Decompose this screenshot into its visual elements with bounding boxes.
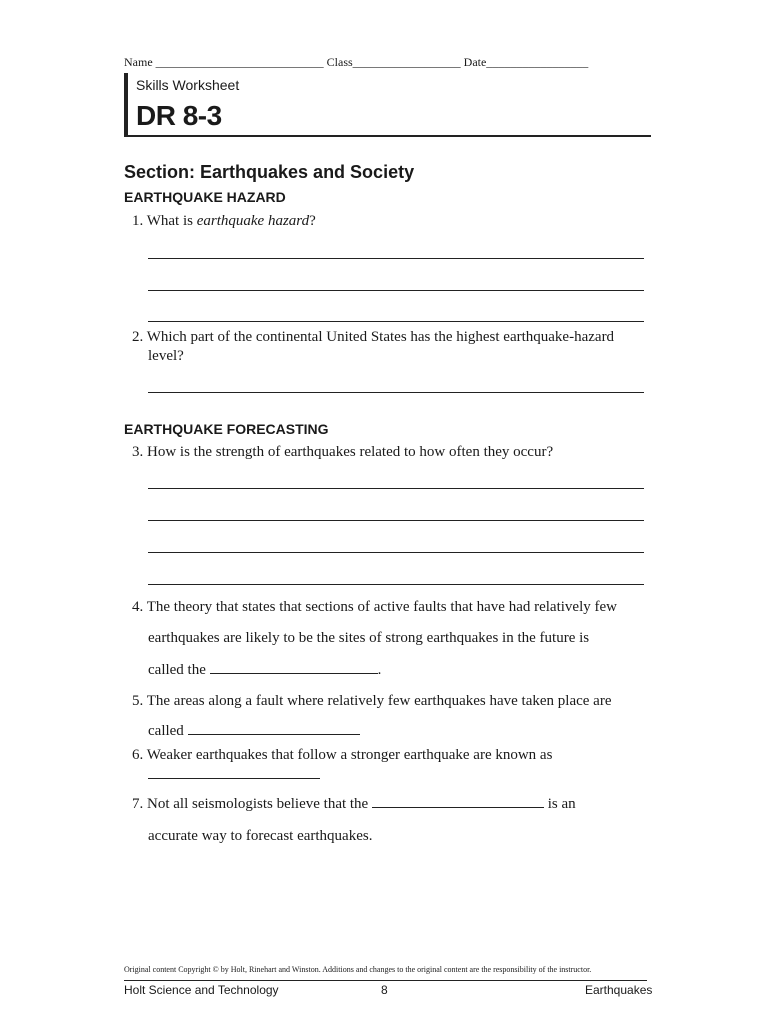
answer-blank-4[interactable] <box>210 672 378 674</box>
page-number: 8 <box>381 983 388 997</box>
question-1-prefix: 1. What is <box>132 213 197 229</box>
copyright-notice: Original content Copyright © by Holt, Rinehart and Winston. Additions and changes to the original content are the responsibility of the instructor. <box>124 965 592 974</box>
answer-line-1c[interactable] <box>148 321 644 322</box>
answer-line-3c[interactable] <box>148 552 644 553</box>
question-6-line-1: 6. Weaker earthquakes that follow a stronger earthquake are known as <box>132 747 553 763</box>
name-class-date-line: Name ____________________________ Class__________________ Date_________________ <box>124 55 589 69</box>
answer-line-3d[interactable] <box>148 584 644 585</box>
question-7-prefix: 7. Not all seismologists believe that the <box>132 796 372 812</box>
question-1-suffix: ? <box>309 213 316 229</box>
footer-publisher: Holt Science and Technology <box>124 983 279 997</box>
answer-blank-7[interactable] <box>372 806 544 808</box>
question-5-prefix: called <box>148 723 188 739</box>
question-7-line-1 <box>132 796 576 813</box>
question-4-suffix: . <box>377 662 382 678</box>
subhead-earthquake-forecasting: EARTHQUAKE FORECASTING <box>124 421 329 437</box>
question-4-line-1: 4. The theory that states that sections of active faults that have had relatively few <box>132 599 617 615</box>
question-1-term: earthquake hazard <box>196 213 310 229</box>
question-4-line-3 <box>148 662 381 679</box>
question-4-prefix: called the <box>148 662 210 678</box>
answer-line-1b[interactable] <box>148 290 644 291</box>
page-title: DR 8-3 <box>136 100 222 131</box>
question-7-suffix: is an <box>543 796 576 812</box>
subhead-earthquake-hazard: EARTHQUAKE HAZARD <box>124 189 286 205</box>
answer-line-2[interactable] <box>148 392 644 393</box>
section-heading: Section: Earthquakes and Society <box>124 162 415 182</box>
question-5-line-1: 5. The areas along a fault where relatively few earthquakes have taken place are <box>132 693 612 709</box>
question-2-line-2: level? <box>148 348 184 364</box>
question-3: 3. How is the strength of earthquakes related to how often they occur? <box>132 444 554 460</box>
worksheet-label: Skills Worksheet <box>136 77 240 93</box>
question-2-line-1: 2. Which part of the continental United States has the highest earthquake-hazard <box>132 329 615 345</box>
answer-line-1a[interactable] <box>148 258 644 259</box>
answer-blank-6[interactable] <box>148 778 320 779</box>
question-1 <box>132 213 316 230</box>
answer-blank-5[interactable] <box>188 733 360 735</box>
answer-line-3b[interactable] <box>148 520 644 521</box>
footer-rule <box>124 980 647 981</box>
footer-chapter: Earthquakes <box>585 983 653 997</box>
question-5-line-2 <box>148 723 360 740</box>
answer-line-3a[interactable] <box>148 488 644 489</box>
question-4-line-2: earthquakes are likely to be the sites of strong earthquakes in the future is <box>148 630 590 646</box>
question-7-line-2: accurate way to forecast earthquakes. <box>148 828 373 844</box>
